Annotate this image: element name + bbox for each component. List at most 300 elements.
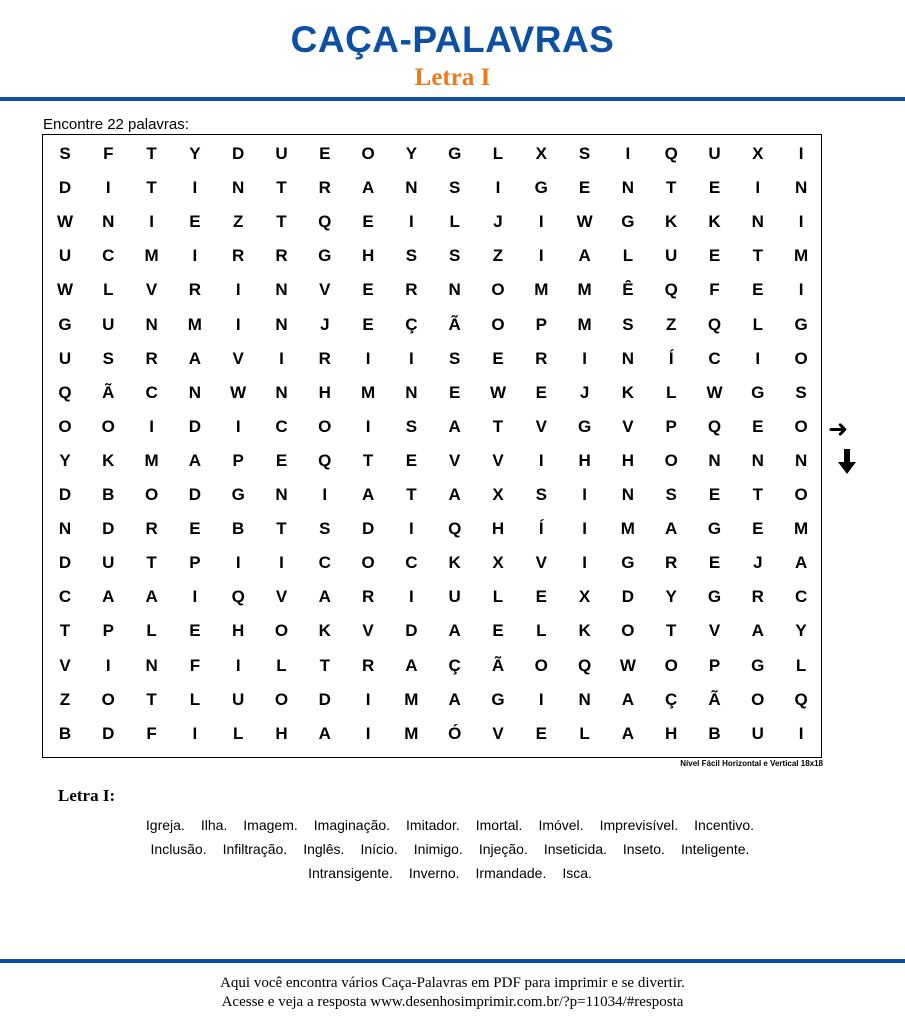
grid-cell[interactable]: F [709,280,720,300]
grid-cell[interactable]: I [279,553,284,573]
grid-cell[interactable]: R [751,587,764,607]
grid-cell[interactable]: Q [707,314,722,334]
grid-cell[interactable]: T [492,416,504,436]
grid-cell[interactable]: Ã [448,314,461,334]
grid-cell[interactable]: G [751,655,765,675]
grid-cell[interactable]: L [232,723,244,743]
grid-cell[interactable]: J [493,212,503,232]
grid-cell[interactable]: S [59,144,71,163]
grid-cell[interactable]: N [751,450,764,470]
grid-cell[interactable]: E [752,416,764,436]
grid-cell[interactable]: Q [318,212,332,232]
grid-cell[interactable]: U [708,144,721,163]
grid-cell[interactable]: I [365,348,371,368]
grid-cell[interactable]: W [56,212,74,232]
grid-cell[interactable]: Z [665,314,677,334]
grid-cell[interactable]: I [538,212,544,232]
grid-cell[interactable]: A [621,689,635,709]
grid-cell[interactable]: H [318,382,331,402]
grid-cell[interactable]: I [625,144,631,163]
grid-cell[interactable]: O [664,450,678,470]
grid-cell[interactable]: D [232,144,245,163]
grid-cell[interactable]: E [319,144,331,163]
grid-cell[interactable]: O [361,144,375,163]
grid-cell[interactable]: X [535,144,547,163]
grid-cell[interactable]: O [664,655,678,675]
grid-cell[interactable]: I [279,348,284,368]
grid-cell[interactable]: O [794,416,808,436]
grid-cell[interactable]: O [318,416,332,436]
grid-cell[interactable]: M [187,314,202,334]
grid-cell[interactable]: N [794,450,808,470]
grid-cell[interactable]: U [58,348,72,368]
grid-cell[interactable]: A [318,587,331,607]
grid-cell[interactable]: N [275,382,288,402]
grid-cell[interactable]: T [146,689,157,709]
grid-cell[interactable]: S [405,246,418,266]
grid-cell[interactable]: Y [795,621,807,641]
grid-cell[interactable]: T [362,450,374,470]
grid-cell[interactable]: F [146,723,157,743]
grid-cell[interactable]: N [621,485,635,504]
grid-cell[interactable]: I [538,246,544,266]
grid-cell[interactable]: R [361,587,375,607]
grid-cell[interactable]: I [322,485,328,504]
grid-cell[interactable]: O [101,689,115,709]
grid-cell[interactable]: I [755,178,761,198]
grid-cell[interactable]: T [276,519,287,539]
grid-cell[interactable]: L [536,621,547,641]
grid-cell[interactable]: Q [664,280,678,300]
grid-cell[interactable]: U [58,246,72,266]
grid-cell[interactable]: A [448,416,461,436]
grid-cell[interactable]: K [102,450,115,470]
grid-cell[interactable]: S [319,519,331,539]
grid-cell[interactable]: G [231,485,245,504]
grid-cell[interactable]: V [319,280,331,300]
grid-cell[interactable]: R [665,553,678,573]
grid-cell[interactable]: O [491,314,505,334]
grid-cell[interactable]: X [492,485,504,504]
grid-cell[interactable]: P [665,416,677,436]
grid-cell[interactable]: V [145,280,158,300]
grid-cell[interactable]: Ã [102,382,115,402]
grid-cell[interactable]: U [232,689,245,709]
grid-cell[interactable]: V [449,450,461,470]
grid-cell[interactable]: V [708,621,721,641]
grid-cell[interactable]: I [235,655,241,675]
grid-cell[interactable]: R [232,246,245,266]
grid-cell[interactable]: L [795,655,807,675]
grid-cell[interactable]: I [235,280,241,300]
grid-cell[interactable]: S [535,485,547,504]
grid-cell[interactable]: E [362,280,374,300]
grid-cell[interactable]: E [405,450,418,470]
grid-cell[interactable]: X [578,587,591,607]
grid-cell[interactable]: Q [231,587,245,607]
grid-cell[interactable]: I [798,280,804,300]
grid-cell[interactable]: C [58,587,72,607]
grid-cell[interactable]: L [146,621,157,641]
grid-cell[interactable]: R [145,348,158,368]
grid-cell[interactable]: S [449,348,461,368]
grid-cell[interactable]: Ó [448,723,462,743]
grid-cell[interactable]: I [409,212,414,232]
grid-cell[interactable]: Q [664,144,678,163]
grid-cell[interactable]: W [576,212,593,232]
grid-cell[interactable]: T [319,655,330,675]
grid-cell[interactable]: I [149,212,154,232]
grid-cell[interactable]: G [751,382,765,402]
grid-cell[interactable]: N [232,178,245,198]
grid-cell[interactable]: H [578,450,591,470]
grid-cell[interactable]: I [365,689,371,709]
grid-cell[interactable]: K [318,621,331,641]
grid-cell[interactable]: M [534,280,549,300]
grid-cell[interactable]: G [621,212,635,232]
grid-cell[interactable]: E [535,723,547,743]
grid-cell[interactable]: H [232,621,245,641]
grid-cell[interactable]: S [102,348,114,368]
grid-cell[interactable]: E [275,450,288,470]
grid-cell[interactable]: Ç [448,655,461,675]
grid-cell[interactable]: L [579,723,590,743]
grid-cell[interactable]: U [275,144,288,163]
grid-cell[interactable]: L [189,689,201,709]
grid-cell[interactable]: U [448,587,461,607]
grid-cell[interactable]: E [708,553,721,573]
grid-cell[interactable]: A [318,723,331,743]
grid-cell[interactable]: T [752,485,763,504]
grid-cell[interactable]: N [102,212,115,232]
grid-cell[interactable]: I [192,246,198,266]
grid-cell[interactable]: S [578,144,591,163]
grid-cell[interactable]: I [582,519,587,539]
grid-cell[interactable]: Z [59,689,71,709]
grid-cell[interactable]: N [621,178,635,198]
grid-cell[interactable]: I [798,723,804,743]
grid-cell[interactable]: V [535,553,547,573]
grid-cell[interactable]: D [102,723,115,743]
grid-cell[interactable]: T [752,246,763,266]
grid-cell[interactable]: S [449,178,461,198]
grid-cell[interactable]: E [189,519,201,539]
grid-cell[interactable]: O [621,621,635,641]
grid-cell[interactable]: R [318,178,331,198]
grid-cell[interactable]: P [535,314,547,334]
grid-cell[interactable]: G [58,314,72,334]
grid-cell[interactable]: T [406,485,417,504]
grid-cell[interactable]: P [708,655,721,675]
grid-cell[interactable]: N [751,212,764,232]
grid-cell[interactable]: Q [707,416,722,436]
grid-cell[interactable]: C [405,553,418,573]
grid-cell[interactable]: N [578,689,591,709]
grid-cell[interactable]: I [365,723,371,743]
grid-cell[interactable]: N [145,314,158,334]
grid-cell[interactable]: E [362,212,374,232]
grid-cell[interactable]: N [794,178,808,198]
grid-cell[interactable]: O [794,348,808,368]
grid-cell[interactable]: R [535,348,548,368]
grid-cell[interactable]: A [621,723,635,743]
grid-cell[interactable]: V [275,587,288,607]
grid-cell[interactable]: L [276,655,287,675]
grid-cell[interactable]: E [189,212,201,232]
grid-cell[interactable]: O [491,280,505,300]
grid-cell[interactable]: A [405,655,418,675]
grid-cell[interactable]: G [707,587,722,607]
grid-cell[interactable]: U [751,723,764,743]
grid-cell[interactable]: H [665,723,678,743]
grid-cell[interactable]: G [577,416,592,436]
grid-cell[interactable]: B [708,723,721,743]
grid-cell[interactable]: M [794,519,809,539]
grid-cell[interactable]: M [144,450,159,470]
grid-cell[interactable]: C [318,553,331,573]
grid-cell[interactable]: F [103,144,114,163]
grid-cell[interactable]: M [577,314,592,334]
grid-cell[interactable]: H [491,519,505,539]
grid-cell[interactable]: K [665,212,678,232]
grid-cell[interactable]: H [361,246,375,266]
grid-cell[interactable]: F [189,655,201,675]
grid-cell[interactable]: A [751,621,764,641]
grid-cell[interactable]: Z [492,246,504,266]
grid-cell[interactable]: O [144,485,159,504]
grid-cell[interactable]: M [794,246,809,266]
grid-cell[interactable]: N [275,485,288,504]
grid-cell[interactable]: E [189,621,201,641]
grid-cell[interactable]: N [275,280,288,300]
grid-cell[interactable]: V [59,655,71,675]
grid-cell[interactable]: I [755,348,761,368]
grid-cell[interactable]: I [192,723,198,743]
grid-cell[interactable]: G [707,519,722,539]
grid-cell[interactable]: D [188,416,202,436]
grid-cell[interactable]: M [144,246,159,266]
grid-cell[interactable]: W [56,280,74,300]
grid-cell[interactable]: M [404,689,419,709]
grid-cell[interactable]: T [146,144,157,163]
grid-cell[interactable]: L [492,587,504,607]
grid-cell[interactable]: J [753,553,763,573]
grid-cell[interactable]: C [145,382,158,402]
grid-cell[interactable]: I [192,178,198,198]
grid-cell[interactable]: U [665,246,678,266]
grid-cell[interactable]: N [708,450,721,470]
grid-cell[interactable]: A [102,587,115,607]
grid-cell[interactable]: D [318,689,331,709]
grid-cell[interactable]: I [235,314,241,334]
grid-cell[interactable]: I [149,416,154,436]
grid-cell[interactable]: G [491,689,505,709]
grid-cell[interactable]: U [102,553,115,573]
grid-cell[interactable]: Í [668,348,674,368]
grid-cell[interactable]: R [188,280,202,300]
grid-cell[interactable]: S [665,485,677,504]
grid-cell[interactable]: E [535,382,547,402]
grid-cell[interactable]: E [708,246,721,266]
grid-cell[interactable]: Ç [405,314,418,334]
grid-cell[interactable]: S [449,246,461,266]
grid-cell[interactable]: J [579,382,590,402]
grid-cell[interactable]: E [362,314,374,334]
grid-cell[interactable]: V [622,416,634,436]
grid-cell[interactable]: T [146,553,157,573]
grid-cell[interactable]: Y [189,144,201,163]
grid-cell[interactable]: E [492,348,504,368]
grid-cell[interactable]: R [275,246,288,266]
grid-cell[interactable]: L [492,144,504,163]
grid-cell[interactable]: N [448,280,461,300]
grid-cell[interactable]: I [798,212,804,232]
grid-cell[interactable]: B [232,519,245,539]
grid-cell[interactable]: M [404,723,419,743]
grid-cell[interactable]: L [449,212,460,232]
grid-cell[interactable]: M [620,519,635,539]
grid-cell[interactable]: L [665,382,677,402]
grid-cell[interactable]: O [751,689,765,709]
grid-cell[interactable]: I [365,416,371,436]
grid-cell[interactable]: D [58,553,72,573]
grid-cell[interactable]: I [235,416,241,436]
grid-cell[interactable]: E [708,178,721,198]
grid-cell[interactable]: N [145,655,158,675]
grid-cell[interactable]: N [621,348,635,368]
grid-cell[interactable]: Q [577,655,592,675]
grid-cell[interactable]: C [102,246,115,266]
grid-cell[interactable]: H [621,450,635,470]
grid-cell[interactable]: P [232,450,244,470]
grid-cell[interactable]: H [275,723,288,743]
grid-cell[interactable]: Y [405,144,418,163]
grid-cell[interactable]: A [448,621,461,641]
grid-cell[interactable]: Q [448,519,462,539]
grid-cell[interactable]: O [274,621,289,641]
grid-cell[interactable]: R [405,280,418,300]
grid-cell[interactable]: Y [665,587,677,607]
grid-cell[interactable]: T [276,178,287,198]
grid-cell[interactable]: I [409,587,414,607]
grid-cell[interactable]: E [752,280,764,300]
grid-cell[interactable]: A [578,246,591,266]
grid-cell[interactable]: S [405,416,418,436]
grid-cell[interactable]: M [577,280,592,300]
grid-cell[interactable]: I [495,178,501,198]
grid-cell[interactable]: E [708,485,721,504]
grid-cell[interactable]: K [708,212,721,232]
grid-cell[interactable]: A [361,178,375,198]
grid-cell[interactable]: T [146,178,157,198]
grid-cell[interactable]: R [361,655,375,675]
grid-cell[interactable]: Q [318,450,332,470]
grid-cell[interactable]: W [489,382,507,402]
grid-cell[interactable]: V [492,723,504,743]
grid-cell[interactable]: N [405,178,418,198]
grid-cell[interactable]: S [622,314,634,334]
grid-cell[interactable]: Ã [491,655,505,675]
grid-cell[interactable]: I [235,553,241,573]
grid-cell[interactable]: C [708,348,721,368]
grid-cell[interactable]: E [578,178,591,198]
grid-cell[interactable]: V [232,348,244,368]
grid-cell[interactable]: I [105,178,111,198]
grid-cell[interactable]: Z [232,212,244,232]
grid-cell[interactable]: I [582,485,587,504]
grid-cell[interactable]: A [448,689,461,709]
grid-cell[interactable]: D [102,519,115,539]
grid-cell[interactable]: G [794,314,808,334]
grid-cell[interactable]: Y [59,450,71,470]
grid-cell[interactable]: W [619,655,636,675]
grid-cell[interactable]: L [622,246,634,266]
grid-cell[interactable]: I [538,450,544,470]
grid-cell[interactable]: O [274,689,289,709]
grid-cell[interactable]: A [448,485,461,504]
grid-cell[interactable]: T [59,621,71,641]
grid-cell[interactable]: G [621,553,635,573]
grid-cell[interactable]: L [103,280,114,300]
grid-cell[interactable]: L [752,314,763,334]
grid-cell[interactable]: T [665,621,677,641]
grid-cell[interactable]: E [492,621,504,641]
grid-cell[interactable]: N [405,382,418,402]
grid-cell[interactable]: K [621,382,635,402]
grid-cell[interactable]: B [58,723,72,743]
grid-cell[interactable]: D [58,485,72,504]
grid-cell[interactable]: K [448,553,461,573]
grid-cell[interactable]: C [275,416,288,436]
grid-cell[interactable]: A [794,553,808,573]
grid-cell[interactable]: E [752,519,764,539]
grid-cell[interactable]: O [794,485,808,504]
grid-cell[interactable]: W [706,382,723,402]
grid-cell[interactable]: N [188,382,202,402]
grid-cell[interactable]: O [534,655,548,675]
grid-cell[interactable]: E [449,382,461,402]
grid-cell[interactable]: V [492,450,504,470]
grid-cell[interactable]: P [189,553,201,573]
grid-cell[interactable]: A [188,450,202,470]
grid-cell[interactable]: D [621,587,635,607]
grid-cell[interactable]: G [534,178,548,198]
grid-cell[interactable]: G [318,246,332,266]
grid-cell[interactable]: E [535,587,547,607]
grid-cell[interactable]: I [798,144,804,163]
grid-cell[interactable]: O [101,416,115,436]
grid-cell[interactable]: D [188,485,202,504]
grid-cell[interactable]: R [318,348,331,368]
grid-cell[interactable]: A [361,485,375,504]
grid-cell[interactable]: A [145,587,158,607]
grid-cell[interactable]: D [405,621,418,641]
grid-cell[interactable]: I [192,587,198,607]
grid-cell[interactable]: X [492,553,504,573]
grid-cell[interactable]: N [58,519,72,539]
grid-cell[interactable]: D [361,519,375,539]
grid-cell[interactable]: J [320,314,330,334]
grid-cell[interactable]: R [145,519,158,539]
grid-cell[interactable]: Ê [622,280,634,300]
grid-cell[interactable]: K [578,621,591,641]
grid-cell[interactable]: V [362,621,374,641]
grid-cell[interactable]: Q [794,689,808,709]
grid-cell[interactable]: T [276,212,287,232]
grid-cell[interactable]: Q [58,382,72,402]
grid-cell[interactable]: S [795,382,807,402]
grid-cell[interactable]: V [535,416,547,436]
